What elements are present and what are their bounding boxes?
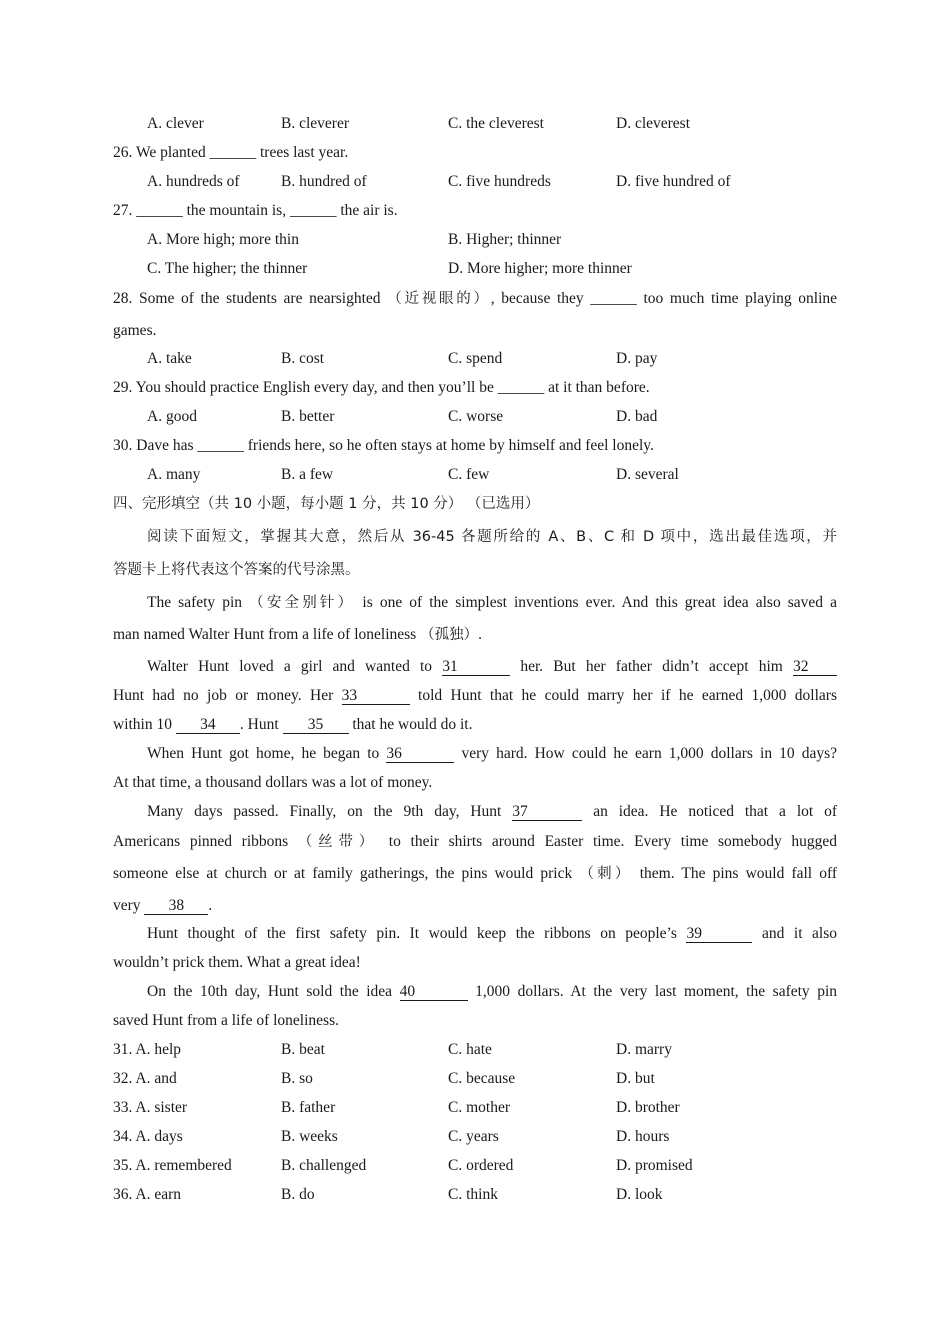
p2-text-d: told Hunt that he could marry her if he earned 1,000 dollars [418,687,837,704]
answer-a: 32. A. and [113,1070,177,1087]
option-b: B. cleverer [281,115,349,132]
p4-text-d: to their shirts around Easter time. Every time somebody hugged [388,833,838,850]
instructions-line2: 答题卡上将代表这个答案的代号涂黑。 [113,562,360,578]
blank-31: 31 [442,659,510,676]
passage-p4-line3 [113,864,837,884]
passage-p4-line1 [147,802,837,822]
p3-text-a: When Hunt got home, he began to [147,745,380,762]
answer-a: 36. A. earn [113,1186,182,1203]
p4-gloss: （丝带） [297,834,380,850]
answer-c: C. ordered [448,1157,514,1174]
p1-text-b: is one of the simplest inventions ever. And this great idea also saved a [362,594,838,611]
passage-p1-line1 [147,593,837,613]
passage-p2-line2 [113,686,837,706]
passage-p5-line2: wouldn’t prick them. What a great idea! [113,954,361,971]
blank-40: 40 [400,984,468,1001]
option-b: B. hundred of [281,173,367,190]
answer-a: 31. A. help [113,1041,182,1058]
option-d: D. several [616,466,679,483]
option-c: C. the cleverest [448,115,544,132]
passage-p6-line2: saved Hunt from a life of loneliness. [113,1012,339,1029]
blank-34: 34 [176,717,240,734]
answer-row-36 [0,1185,950,1205]
p5-text-b: and it also [761,925,838,942]
p4-text-h: . [208,897,213,914]
q28-stem-line2: games. [113,322,157,339]
answer-b: B. so [281,1070,313,1087]
answer-c: C. hate [448,1041,492,1058]
option-d: D. bad [616,408,658,425]
option-d: D. five hundred of [616,173,731,190]
blank-35: 35 [283,717,349,734]
blank-33: 33 [342,688,410,705]
q28-text-a: 28. Some of the students are nearsighted [113,290,381,307]
p2-text-f: . Hunt [239,716,279,733]
answer-a: 34. A. days [113,1128,183,1145]
answer-row-31 [0,1040,950,1060]
p4-text-g: very [113,897,141,914]
option-c: C. worse [448,408,504,425]
answer-b: B. weeks [281,1128,338,1145]
option-b: B. a few [281,466,334,483]
q28-stem-line1 [113,289,837,309]
passage-p4-line2 [113,832,837,852]
p6-text-a: On the 10th day, Hunt sold the idea [147,983,393,1000]
p5-text-a: Hunt thought of the first safety pin. It would keep the ribbons on people’s [147,925,677,942]
p4-text-c: Americans pinned ribbons [113,833,289,850]
q27-options-row1 [0,230,950,250]
blank-32: 32 [793,659,837,676]
p3-text-b: very hard. How could he earn 1,000 dollars in 10 days? [461,745,838,762]
answer-row-32 [0,1069,950,1089]
passage-p1-line2 [113,625,482,645]
blank-38: 38 [144,898,208,915]
option-a: A. good [147,408,197,425]
answer-row-35 [0,1156,950,1176]
answer-d: D. but [616,1070,655,1087]
option-c: C. spend [448,350,503,367]
q28-gloss: （近视眼的） [387,291,491,307]
option-a: A. clever [147,115,204,132]
blank-36: 36 [386,746,454,763]
blank-37: 37 [512,804,582,821]
q27-options-row2 [0,259,950,279]
p2-text-e: within 10 [113,716,172,733]
option-a: A. take [147,350,192,367]
answer-d: D. brother [616,1099,680,1116]
passage-p4-line4 [113,896,212,916]
p1-text-d: . [478,626,482,643]
q29-options [0,407,950,427]
option-d: D. pay [616,350,658,367]
answer-b: B. father [281,1099,336,1116]
p1-gloss: （安全别针） [249,595,356,611]
answer-d: D. promised [616,1157,693,1174]
option-a: A. many [147,466,201,483]
option-d: D. cleverest [616,115,691,132]
answer-c: C. mother [448,1099,510,1116]
p6-text-b: 1,000 dollars. At the very last moment, the safety pin [475,983,838,1000]
option-b: B. Higher; thinner [448,231,562,248]
p2-text-g: that he would do it. [352,716,473,733]
q26-stem: 26. We planted ______ trees last year. [113,144,349,161]
p4-text-a: Many days passed. Finally, on the 9th day, Hunt [147,803,502,820]
answer-d: D. hours [616,1128,670,1145]
passage-p3-line2: At that time, a thousand dollars was a lot of money. [113,774,433,791]
q30-stem: 30. Dave has ______ friends here, so he often stays at home by himself and feel lonely. [113,437,654,454]
q30-options [0,465,950,485]
answer-a: 35. A. remembered [113,1157,232,1174]
instructions-line1: 阅读下面短文，掌握其大意，然后从 36-45 各题所给的 A、B、C 和 D 项中，选出最佳选项，并 [147,529,837,545]
section-heading: 四、完形填空（共 10 小题，每小题 1 分，共 10 分） （已选用） [113,496,540,512]
answer-d: D. look [616,1186,663,1203]
answer-d: D. marry [616,1041,672,1058]
passage-p5-line1 [147,924,837,944]
answer-b: B. do [281,1186,315,1203]
p2-text-a: Walter Hunt loved a girl and wanted to [147,658,433,675]
option-c: C. The higher; the thinner [147,260,308,277]
p1-text-a: The safety pin [147,594,243,611]
blank-39: 39 [686,926,752,943]
answer-c: C. think [448,1186,498,1203]
option-a: A. hundreds of [147,173,240,190]
option-a: A. More high; more thin [147,231,299,248]
p2-text-b: her. But her father didn’t accept him [520,658,783,675]
option-b: B. cost [281,350,325,367]
q28-options [0,349,950,369]
option-b: B. better [281,408,335,425]
passage-p6-line1 [147,982,837,1002]
answer-c: C. years [448,1128,499,1145]
p4-text-f: them. The pins would fall off [639,865,838,882]
p4-gloss2: （刺） [579,866,633,882]
passage-p2-line1 [147,657,837,677]
p4-text-b: an idea. He noticed that a lot of [593,803,838,820]
p1-text-c: man named Walter Hunt from a life of loneliness [113,626,417,643]
q26-options [0,172,950,192]
q29-stem: 29. You should practice English every day, and then you’ll be ______ at it than before. [113,379,650,396]
answer-row-34 [0,1127,950,1147]
passage-p2-line3 [113,715,473,735]
answer-c: C. because [448,1070,516,1087]
p4-text-e: someone else at church or at family gatherings, the pins would prick [113,865,573,882]
answer-b: B. beat [281,1041,325,1058]
option-d: D. More higher; more thinner [448,260,632,277]
p2-text-c: Hunt had no job or money. Her [113,687,334,704]
p1-gloss2: （孤独） [420,627,479,643]
option-c: C. few [448,466,490,483]
passage-p3-line1 [147,744,837,764]
q28-text-b: , because they ______ too much time playing online [490,290,838,307]
answer-a: 33. A. sister [113,1099,188,1116]
answer-row-33 [0,1098,950,1118]
answer-b: B. challenged [281,1157,367,1174]
q27-stem: 27. ______ the mountain is, ______ the air is. [113,202,398,219]
option-c: C. five hundreds [448,173,551,190]
q25-options [0,114,950,134]
